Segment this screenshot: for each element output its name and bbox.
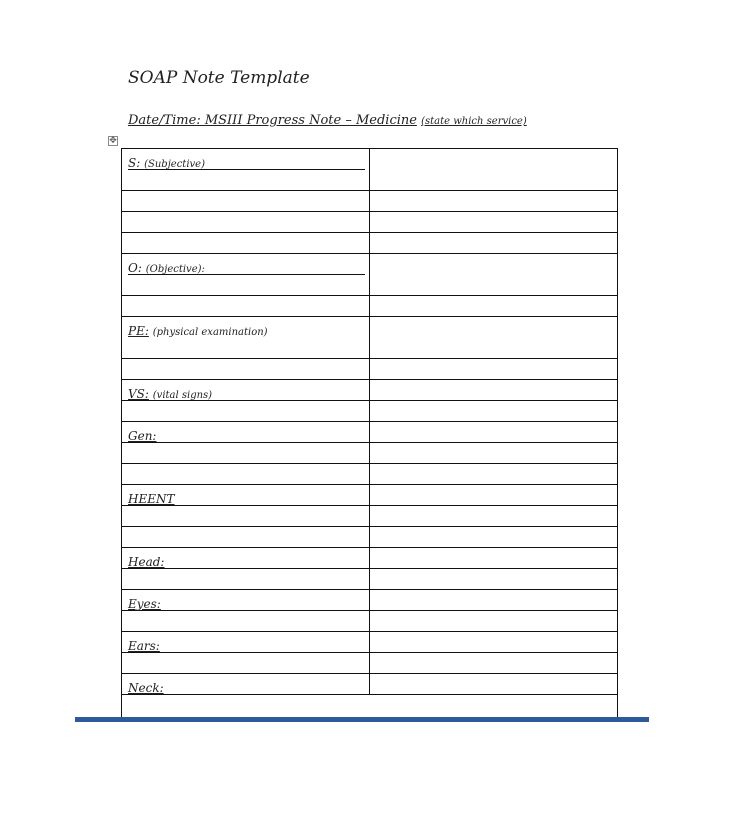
row-label-head: PE: <box>128 324 149 338</box>
right-cell[interactable] <box>370 401 617 421</box>
row-label <box>128 429 156 443</box>
row-label-note: (Objective): <box>145 264 205 275</box>
left-cell[interactable] <box>122 611 370 631</box>
right-cell[interactable] <box>370 485 617 505</box>
table-row <box>122 233 617 254</box>
date-time-line <box>128 113 527 128</box>
row-label <box>128 492 175 506</box>
right-cell[interactable] <box>370 674 617 694</box>
right-cell[interactable] <box>370 590 617 610</box>
right-cell[interactable] <box>370 212 617 232</box>
row-label-note: (Subjective) <box>144 159 205 170</box>
label-underline <box>128 274 365 275</box>
left-cell[interactable] <box>122 464 370 484</box>
left-cell[interactable] <box>122 443 370 463</box>
table-row <box>122 254 617 296</box>
table-row <box>122 380 617 401</box>
right-cell[interactable] <box>370 254 617 295</box>
left-cell[interactable] <box>122 212 370 232</box>
table-row <box>122 296 617 317</box>
left-cell[interactable] <box>122 590 370 610</box>
table-row <box>122 422 617 443</box>
right-cell[interactable] <box>370 653 617 673</box>
left-cell[interactable] <box>122 359 370 379</box>
row-label-head: O: <box>128 261 142 275</box>
left-cell[interactable] <box>122 653 370 673</box>
row-label-head: Gen: <box>128 429 157 443</box>
table-row <box>122 191 617 212</box>
row-label <box>128 156 205 170</box>
left-cell[interactable] <box>122 548 370 568</box>
page-title: SOAP Note Template <box>128 68 310 88</box>
row-label-head: VS: <box>128 387 149 401</box>
left-cell[interactable] <box>122 380 370 400</box>
table-row <box>122 506 617 527</box>
left-cell[interactable] <box>122 506 370 526</box>
table-row <box>122 653 617 674</box>
left-cell[interactable] <box>122 485 370 505</box>
row-label-head: Neck: <box>128 681 164 695</box>
left-cell[interactable] <box>122 569 370 589</box>
right-cell[interactable] <box>370 443 617 463</box>
date-time-text: Date/Time: MSIII Progress Note – Medicine <box>128 113 417 128</box>
table-row <box>122 527 617 548</box>
row-label <box>128 597 161 611</box>
table-row <box>122 212 617 233</box>
left-cell[interactable] <box>122 296 370 316</box>
right-cell[interactable] <box>370 317 617 358</box>
left-cell[interactable] <box>122 254 370 295</box>
table-row <box>122 149 617 191</box>
right-cell[interactable] <box>370 422 617 442</box>
table-row <box>122 611 617 632</box>
table-row <box>122 401 617 422</box>
right-cell[interactable] <box>370 296 617 316</box>
left-cell[interactable] <box>122 632 370 652</box>
row-label-note: (physical examination) <box>152 327 268 338</box>
left-cell[interactable] <box>122 233 370 253</box>
table-row <box>122 674 617 695</box>
table-row <box>122 317 617 359</box>
right-cell[interactable] <box>370 506 617 526</box>
date-time-note: (state which service) <box>421 116 527 127</box>
table-row <box>122 359 617 380</box>
left-cell[interactable] <box>122 401 370 421</box>
table-row <box>122 485 617 506</box>
row-label <box>128 681 164 695</box>
row-label-head: Eyes: <box>128 597 161 611</box>
row-label <box>128 324 268 338</box>
table-row <box>122 569 617 590</box>
right-cell[interactable] <box>370 233 617 253</box>
row-label <box>128 639 160 653</box>
label-underline <box>128 169 365 170</box>
row-label-head: HEENT <box>128 492 175 506</box>
row-label <box>128 387 212 401</box>
right-cell[interactable] <box>370 632 617 652</box>
left-cell[interactable] <box>122 149 370 190</box>
left-cell[interactable] <box>122 191 370 211</box>
table-row <box>122 632 617 653</box>
right-cell[interactable] <box>370 380 617 400</box>
left-cell[interactable] <box>122 422 370 442</box>
right-cell[interactable] <box>370 149 617 190</box>
left-cell[interactable] <box>122 674 370 694</box>
soap-note-table <box>121 148 618 718</box>
left-cell[interactable] <box>122 317 370 358</box>
row-label-head: Ears: <box>128 639 160 653</box>
row-label <box>128 261 205 275</box>
right-cell[interactable] <box>370 569 617 589</box>
row-label-head: S: <box>128 156 141 170</box>
table-row <box>122 548 617 569</box>
move-handle-icon[interactable]: ✥ <box>109 136 117 146</box>
right-cell[interactable] <box>370 527 617 547</box>
row-label-note: (vital signs) <box>152 390 213 401</box>
right-cell[interactable] <box>370 191 617 211</box>
table-row <box>122 590 617 611</box>
right-cell[interactable] <box>370 548 617 568</box>
row-label-head: Head: <box>128 555 165 569</box>
table-row <box>122 443 617 464</box>
page-bottom-bar <box>75 717 649 722</box>
left-cell[interactable] <box>122 527 370 547</box>
row-label <box>128 555 164 569</box>
right-cell[interactable] <box>370 359 617 379</box>
table-row <box>122 464 617 485</box>
right-cell[interactable] <box>370 611 617 631</box>
right-cell[interactable] <box>370 464 617 484</box>
